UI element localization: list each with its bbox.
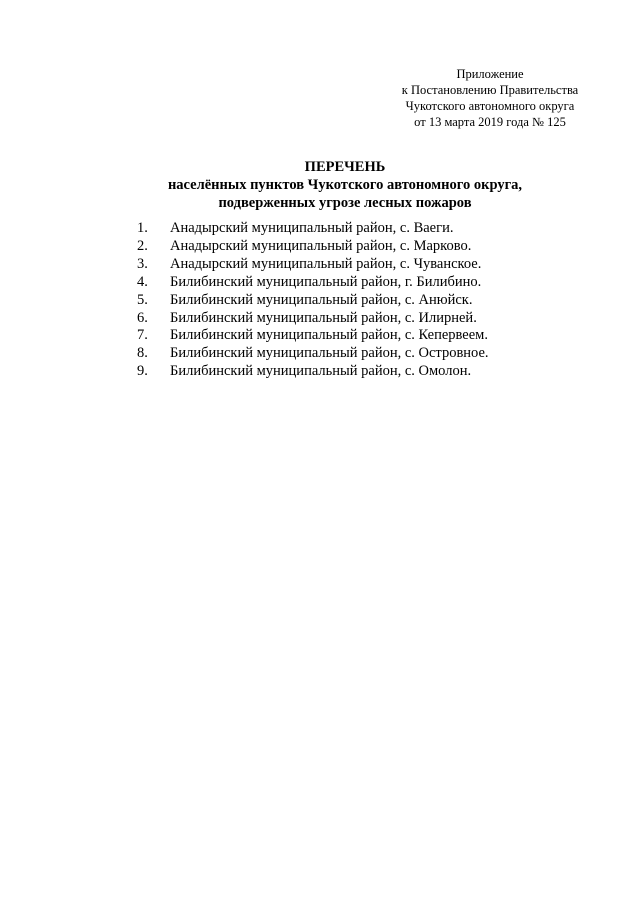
list-item-text: Билибинский муниципальный район, с. Кепервеем. (170, 327, 488, 344)
list-item-text: Билибинский муниципальный район, г. Билибино. (170, 273, 482, 290)
list-item (137, 292, 577, 310)
list-item (137, 310, 577, 328)
appendix-line: Приложение (456, 67, 524, 81)
list-item (137, 327, 577, 345)
list-item-number: 7. (137, 327, 148, 344)
list-item (137, 238, 577, 256)
list-item (137, 220, 577, 238)
appendix-note (380, 66, 600, 130)
document-subtitle: населённых пунктов Чукотского автономного округа, (167, 177, 523, 193)
appendix-line: к Постановлению Правительства (401, 83, 579, 97)
list-item-number: 9. (137, 363, 148, 380)
document-title: ПЕРЕЧЕНЬ (304, 159, 386, 175)
list-item-text: Билибинский муниципальный район, с. Анюйск. (170, 291, 473, 308)
list-item (137, 345, 577, 363)
list-item-text: Билибинский муниципальный район, с. Островное. (170, 345, 489, 362)
list-item (137, 256, 577, 274)
list-item-text: Анадырский муниципальный район, с. Ваеги. (170, 220, 454, 236)
list-item-text: Билибинский муниципальный район, с. Илирней. (170, 309, 477, 326)
document-subtitle: подверженных угрозе лесных пожаров (218, 195, 472, 211)
list-item-number: 1. (137, 220, 148, 236)
settlements-list (137, 220, 577, 381)
list-item (137, 363, 577, 381)
list-item-number: 6. (137, 309, 148, 326)
list-item-text: Анадырский муниципальный район, с. Марково. (170, 237, 472, 254)
list-item (137, 274, 577, 292)
appendix-date-line: от 13 марта 2019 года № 125 (414, 115, 566, 129)
list-item-number: 2. (137, 237, 148, 254)
list-item-number: 8. (137, 345, 148, 362)
list-item-number: 5. (137, 291, 148, 308)
document-heading (120, 158, 570, 212)
list-item-number: 3. (137, 255, 148, 272)
list-item-number: 4. (137, 273, 148, 290)
appendix-line: Чукотского автономного округа (405, 99, 575, 113)
list-item-text: Анадырский муниципальный район, с. Чуванское. (170, 255, 482, 272)
list-item-text: Билибинский муниципальный район, с. Омолон. (170, 363, 472, 380)
